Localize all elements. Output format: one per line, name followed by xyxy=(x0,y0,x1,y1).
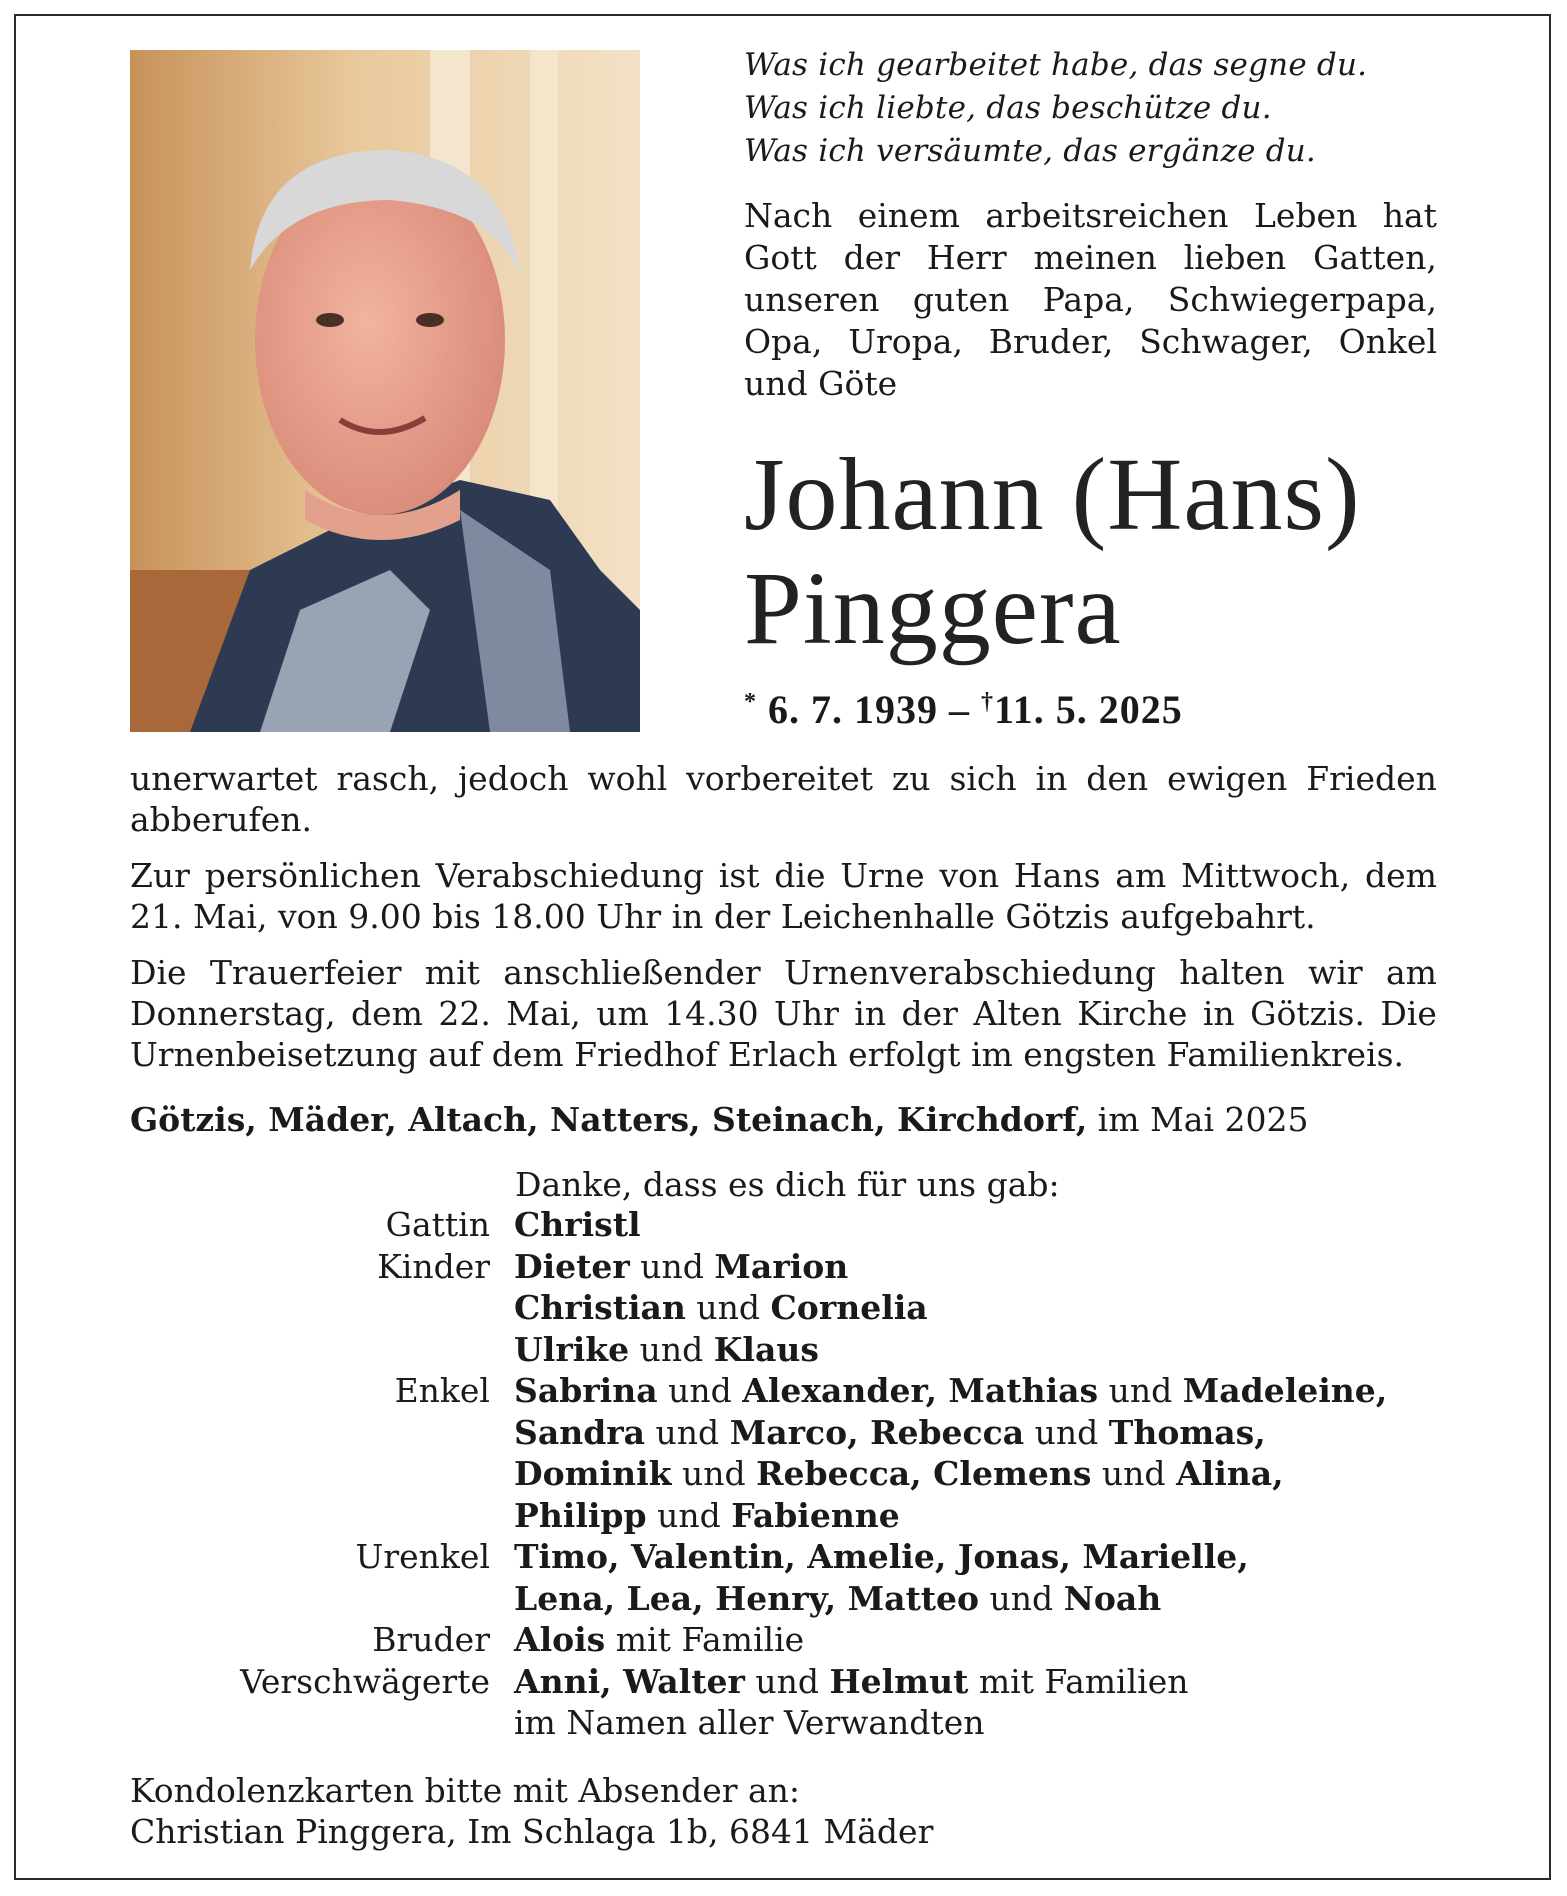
family-member-name: Madeleine, xyxy=(1182,1371,1388,1410)
family-member-name: Timo, Valentin, Amelie, Jonas, Marielle, xyxy=(514,1537,1249,1576)
word: jedoch xyxy=(457,759,569,798)
family-connector: und xyxy=(685,1288,771,1327)
word: am xyxy=(1385,953,1437,992)
word: Die xyxy=(130,953,187,992)
word: zu xyxy=(891,759,931,798)
word: Gatten, xyxy=(1313,238,1437,277)
family-names xyxy=(514,1495,900,1537)
family-names xyxy=(514,1412,1266,1454)
word: Donnerstag, xyxy=(130,994,336,1033)
family-connector: und xyxy=(629,1246,715,1286)
family-names xyxy=(514,1453,1284,1495)
family-connector: und xyxy=(1091,1454,1177,1493)
intro-line xyxy=(744,237,1437,279)
word: 22. xyxy=(438,994,491,1033)
family-row xyxy=(130,1204,1450,1246)
word: Mittwoch, xyxy=(1181,856,1351,895)
family-member-name: Noah xyxy=(1063,1578,1162,1618)
family-row xyxy=(130,1536,1450,1578)
word: dem xyxy=(1364,856,1437,895)
word: am xyxy=(1115,856,1167,895)
paragraph-1 xyxy=(130,758,1437,840)
family-names xyxy=(514,1536,1249,1578)
word: 14.30 xyxy=(664,994,759,1033)
family-names xyxy=(514,1661,1189,1703)
family-connector: und xyxy=(645,1412,730,1452)
paragraph-3 xyxy=(130,952,1437,1075)
name-line-2: Pinggera xyxy=(744,551,1122,666)
family-relation: Kinder xyxy=(377,1246,490,1286)
word: Schwager, xyxy=(1139,322,1313,361)
family-relation xyxy=(130,1453,514,1495)
word: Die xyxy=(1380,994,1437,1033)
word: Hans xyxy=(1013,856,1101,895)
word: ewigen xyxy=(1167,759,1288,798)
word: Urnenverabschiedung xyxy=(784,953,1156,992)
word: Frieden xyxy=(1306,759,1437,798)
word: Uropa, xyxy=(848,322,963,361)
word: Alten xyxy=(973,994,1062,1033)
family-member-name: Philipp xyxy=(514,1495,647,1535)
thanks-line: Danke, dass es dich für uns gab: xyxy=(515,1165,1060,1204)
paragraph-line xyxy=(130,855,1437,896)
word: arbeitsreichen xyxy=(985,196,1229,235)
paragraph-line: abberufen. xyxy=(130,800,312,839)
word: Verabschiedung xyxy=(435,856,705,895)
word: Leben xyxy=(1253,196,1358,235)
word: Opa, xyxy=(744,322,823,361)
verse-line: Was ich liebte, das beschütze du. xyxy=(744,90,1272,126)
paragraph-2 xyxy=(130,855,1437,937)
family-member-name: Lena, Lea, Henry, Matteo xyxy=(514,1578,980,1618)
word: in xyxy=(1035,759,1068,798)
word: Zur xyxy=(130,856,190,895)
family-member-name: Sandra xyxy=(514,1412,646,1452)
intro-line: und Göte xyxy=(744,364,898,403)
family-row xyxy=(130,1619,1450,1661)
date-separator: – xyxy=(949,687,970,732)
family-names xyxy=(514,1204,641,1246)
family-names xyxy=(514,1370,1387,1412)
family-connector: mit Familie xyxy=(605,1620,805,1659)
family-member-name: Christl xyxy=(514,1205,641,1244)
word: Götzis. xyxy=(1250,994,1365,1033)
family-relation: Enkel xyxy=(394,1371,490,1410)
family-row xyxy=(130,1495,1450,1537)
family-row xyxy=(130,1578,1450,1620)
death-mark: † xyxy=(981,689,994,715)
word: sich xyxy=(949,759,1017,798)
word: rasch, xyxy=(336,759,440,798)
family-member-name: Alina, xyxy=(1176,1454,1284,1493)
word: vorbereitet xyxy=(686,759,874,798)
word: unseren xyxy=(744,280,880,319)
word: Uhr xyxy=(774,994,839,1033)
family-relation: Bruder xyxy=(372,1620,490,1659)
word: Urne xyxy=(840,856,925,895)
family-row xyxy=(130,1661,1450,1703)
word: in xyxy=(854,994,887,1033)
family-member-name: Fabienne xyxy=(731,1495,900,1535)
word: Papa, xyxy=(1042,280,1135,319)
paragraph-line xyxy=(130,758,1437,799)
word: hat xyxy=(1382,196,1437,235)
word: einem xyxy=(857,196,960,235)
family-connector: und xyxy=(744,1661,830,1701)
family-relation xyxy=(130,1412,514,1454)
family-names xyxy=(514,1287,928,1329)
family-relation: Gattin xyxy=(385,1205,490,1244)
word: den xyxy=(1086,759,1149,798)
word: die xyxy=(774,856,826,895)
family-member-name: Alois xyxy=(514,1620,606,1659)
birth-mark: * xyxy=(744,689,757,715)
word: Herr xyxy=(926,238,1007,277)
footer-line-1: Kondolenzkarten bitte mit Absender an: xyxy=(130,1771,801,1810)
family-relation xyxy=(130,1287,514,1329)
family-connector: und xyxy=(979,1578,1064,1618)
family-connector: und xyxy=(671,1454,757,1493)
family-row xyxy=(130,1287,1450,1329)
places-names: Götzis, Mäder, Altach, Natters, Steinach, Kirchdorf, xyxy=(130,1100,1088,1139)
intro-text xyxy=(744,195,1437,405)
family-connector: und xyxy=(657,1371,743,1410)
family-connector: und xyxy=(629,1329,714,1369)
family-member-name: Sabrina xyxy=(514,1371,658,1410)
life-dates xyxy=(744,686,1183,733)
name-line-1: Johann (Hans) xyxy=(744,437,1361,552)
family-connector: und xyxy=(1098,1371,1183,1410)
family-member-name: Anni, Walter xyxy=(514,1661,745,1701)
family-member-name: Alexander, Mathias xyxy=(742,1371,1099,1410)
verse-line: Was ich versäumte, das ergänze du. xyxy=(744,133,1316,169)
family-connector: und xyxy=(1024,1412,1109,1452)
word: wohl xyxy=(587,759,668,798)
condolence-address xyxy=(130,1770,933,1852)
places-line xyxy=(130,1100,1309,1139)
family-row xyxy=(130,1246,1450,1288)
family-member-name: Dominik xyxy=(514,1454,672,1493)
family-names xyxy=(514,1619,804,1661)
family-names xyxy=(514,1702,984,1744)
word: meinen xyxy=(1033,238,1157,277)
family-row xyxy=(130,1453,1450,1495)
word: Trauerfeier xyxy=(209,953,402,992)
word: um xyxy=(596,994,649,1033)
word: von xyxy=(939,856,1000,895)
family-relation: Urenkel xyxy=(355,1537,490,1576)
deceased-name xyxy=(744,438,1464,666)
family-relation xyxy=(130,1329,514,1371)
word: wir xyxy=(1308,953,1363,992)
family-relation xyxy=(130,1495,514,1537)
paragraph-line: 21. Mai, von 9.00 bis 18.00 Uhr in der Leichenhalle Götzis aufgebahrt. xyxy=(130,897,1316,936)
word: ist xyxy=(718,856,760,895)
family-member-name: Dieter xyxy=(514,1246,630,1286)
word: Schwiegerpapa, xyxy=(1167,280,1437,319)
portrait-image xyxy=(130,50,640,732)
family-list xyxy=(130,1204,1450,1744)
verse xyxy=(744,44,1444,173)
word: guten xyxy=(912,280,1010,319)
intro-line xyxy=(744,321,1437,363)
word: Nach xyxy=(744,196,833,235)
family-names xyxy=(514,1578,1161,1620)
word: halten xyxy=(1179,953,1285,992)
family-relation xyxy=(130,1702,514,1744)
word: in xyxy=(1202,994,1235,1033)
family-member-name: Thomas, xyxy=(1108,1412,1266,1452)
birth-date: 6. 7. 1939 xyxy=(768,687,938,732)
family-row xyxy=(130,1702,1450,1744)
places-date: im Mai 2025 xyxy=(1087,1100,1309,1139)
family-member-name: Christian xyxy=(514,1288,686,1327)
word: Onkel xyxy=(1338,322,1437,361)
word: der xyxy=(843,238,901,277)
family-member-name: Ulrike xyxy=(514,1329,630,1369)
family-connector: im Namen aller Verwandten xyxy=(514,1703,985,1742)
word: unerwartet xyxy=(130,759,318,798)
paragraph-line xyxy=(130,993,1437,1034)
family-names xyxy=(514,1329,819,1371)
word: mit xyxy=(424,953,480,992)
family-relation: Verschwägerte xyxy=(240,1661,490,1701)
word: persönlichen xyxy=(204,856,421,895)
family-row xyxy=(130,1370,1450,1412)
family-member-name: Marco, Rebecca xyxy=(729,1412,1025,1452)
family-row xyxy=(130,1412,1450,1454)
intro-line xyxy=(744,195,1437,237)
death-date: 11. 5. 2025 xyxy=(994,687,1183,732)
footer-line-2: Christian Pinggera, Im Schlaga 1b, 6841 Mäder xyxy=(130,1812,934,1851)
word: anschließender xyxy=(503,953,761,992)
family-member-name: Rebecca, Clemens xyxy=(756,1454,1092,1493)
paragraph-line xyxy=(130,952,1437,993)
word: Kirche xyxy=(1077,994,1188,1033)
family-member-name: Cornelia xyxy=(770,1288,928,1327)
family-connector: und xyxy=(646,1495,732,1535)
family-row xyxy=(130,1329,1450,1371)
word: dem xyxy=(351,994,423,1033)
intro-line xyxy=(744,279,1437,321)
portrait-photo xyxy=(130,50,640,732)
family-member-name: Marion xyxy=(714,1246,849,1286)
word: der xyxy=(901,994,958,1033)
word: Mai, xyxy=(506,994,581,1033)
family-member-name: Klaus xyxy=(713,1329,819,1369)
family-relation xyxy=(130,1578,514,1620)
verse-line: Was ich gearbeitet habe, das segne du. xyxy=(744,47,1368,83)
paragraph-line: Urnenbeisetzung auf dem Friedhof Erlach erfolgt im engsten Familienkreis. xyxy=(130,1035,1405,1074)
word: Bruder, xyxy=(988,322,1114,361)
word: Gott xyxy=(744,238,817,277)
family-names xyxy=(514,1246,848,1288)
family-member-name: Helmut xyxy=(829,1661,969,1701)
word: lieben xyxy=(1183,238,1287,277)
family-connector: mit Familien xyxy=(968,1661,1189,1701)
